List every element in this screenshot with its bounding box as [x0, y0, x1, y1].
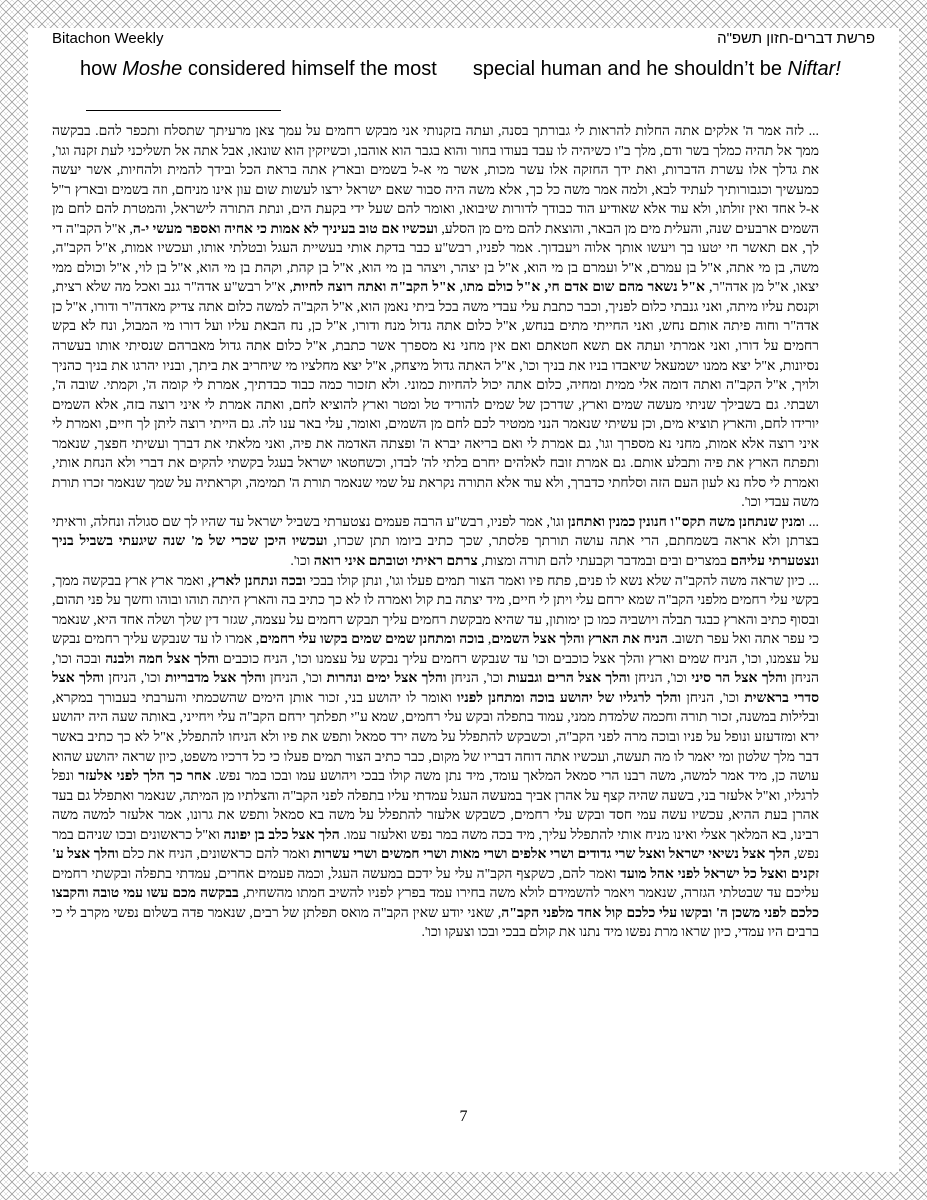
bold-phrase: ועכשיו אם טוב בעיניך לא אמות כי אחיה ואספר מעשי י-ה — [132, 221, 438, 237]
text-run: וא"ל כראשונים ובכו שניהם במר נפש, — [52, 827, 819, 863]
bold-phrase: צרתם ראיתי וטובתם איני רואה — [313, 554, 478, 570]
hebrew-text-body — [52, 122, 819, 1080]
text-run: וכו', הניחן — [103, 671, 166, 687]
bold-phrase: והלך אצל הר סיני — [691, 671, 787, 687]
text-run: ונפל לרגליו, וא"ל אלעזר בני, בשעה שהיה קצף על אהרן אביך במעשה העגל עמדתי עליו בתפלה לפני הקב"ה והצלתיו מן המיתה, שנאמר ואתפלל גם בעד אהרן בעת ההיא, עכשיו עשה עמי חסד ובקש עלי רחמים, כשבקש אלעזר להתפלל על משה בא סמאל ותפש את גרונו, אמר אלעזר למשה משה רבינו, בא המלאך אצלי ואינו מניח אותי להתפלל עליך, מיד בכה משה במר נפש ואלעזר עמו. — [52, 769, 819, 843]
text-run: , ואמר ארץ ארץ בבקשה ממך, בקשי עלי רחמים מלפני הקב"ה שמא ירחם עלי ויתן לי חיים, מיד יצתה בת קול ואמרה לו לא כך כתיב בה והארץ היתה תוהו ובוהו וחשך על פני תהום, ובסוף כתיב והארץ כבגד תבלה ויושביה כמו כן ימותון, עד שהיא מבקשת רחמים עליך תבקש רחמים על עצמה, שגזר דין שלך ושלה אחד היא, שנאמר כי עפר אתה ואל עפר תשוב. — [52, 573, 819, 648]
text-run: ואמר להם כראשונים, הניח את כלם — [118, 847, 314, 863]
bold-phrase: בבקשה מכם עשו עמי טובה והקבצו כלכם לפני משכן ה' ובקשו עלי כלכם קול אחד מלפני הקב"ה — [52, 886, 819, 921]
text-run: ... — [805, 514, 819, 530]
text-run: במצרים ובים ובמדבר וקבעתי להם תורה ומצות, — [477, 554, 731, 570]
text-run: ... כיון שראה משה להקב"ה שלא נשא לו פנים, פתח פיו ואמר הצור תמים פעלו וגו', ונתן קולו בבכי — [306, 573, 819, 589]
text-run: וגו', אמר לפניו, רבש"ע הרבה פעמים נצטערתי בשביל ישראל עד שהיו לך שם סגולה ונחלה, וראיתי בצרתן ולא אראה בשמחתם, הרי אתה עושה תורתך פלסתר, שכך כתיב ביומו תתן שכרו, — [52, 514, 819, 550]
text-run: ואמר להם, כשקצף הקב"ה עלי על ידכם במעשה העגל, וכמה פעמים אחרים, עמדתי בתפלה ובקשתי רחמים עליכם עד שבטלתי הגזרה, שנאמר ויאמר להשמידם לולא משה בחירו עמד בפרץ לפניו להשיב חמתו מהשחית, — [52, 866, 819, 902]
bold-phrase: והלך לרגליו של יהושע בוכה ומתחנן לפניו — [457, 690, 682, 706]
subtitle-niftar: Niftar! — [787, 58, 841, 80]
bold-phrase: אחר כך הלך לפני אלעזר — [78, 769, 211, 785]
text-run: וכו', הניחן — [446, 671, 508, 687]
bold-phrase: א"ל נשאר מהם שום אדם חי, א"ל כולם מתו — [463, 280, 705, 296]
subtitle-part-2: considered himself the most — [182, 58, 437, 80]
bold-phrase: ומנין שנתחנן משה תקס"ו חנונין כמנין ואתחנן — [567, 514, 805, 530]
text-run: , א"ל הקב"ה די לך, אם תאשר חי יטעו בך ויעשו אותך אלוה ויעבדוך. אמר לפניו, רבש"ע כבר בדקת אותי בעשיית העגל ובטלתי אותו, ועכשיו אמות, א"ל הקב"ה, משה, בן מי אתה, א"ל בן עמרם, א"ל ועמרם בן מי הוא, א"ל בן יצהר, ויצהר בן מי הוא, א"ל בן קהת, וקהת בן מי הוא, א"ל בן לוי, א"ל וכולם ממי יצאו, א"ל מן אדה"ר, — [52, 221, 819, 296]
page-number: 7 — [459, 1108, 468, 1125]
bold-phrase: הלך אצל כלב בן יפונה — [223, 827, 340, 843]
text-run: וכו', הניחן — [265, 671, 327, 687]
bold-phrase: והלך אצל הרים וגבעות — [507, 671, 631, 687]
subtitle-part-3: special human and he shouldn’t be — [472, 58, 788, 80]
text-run: וכו'. — [290, 554, 314, 570]
text-run: , שאני יודע שאין הקב"ה מואס תפלתן של רבים, שנאמר פדה בשלום נפשי מקרב לי כי ברבים היו עמדי, כיון שראו מרת נפשו מיד נתנו את קולם בבכי ובכו וצעקו וכו'. — [52, 905, 819, 941]
text-run: ... לזה אמר ה' אלקים אתה החלות להראות לי גבורתך בסנה, ועתה בזקנותי אני מבקש רחמים על עמך צאן מרעיתך שתסלח ותכפר להם. בבקשה ממך אל תהיה כמלך בשר ודם, מלך ב"ו כשיהיה לו עבד בעודו בחור והוא בגבר הוא אוהבו, וכשיזקין הוא שונאו, אבל אתה אל תשליכני לעת זקנה וגו', את גדלך אלו עשרת הדברות, ואת ידך החזקה אלו עשר מכות, אשר מי א-ל בשמים ובארץ אתה בראת הכל ובידך להמית ולהחיות, אשר יעשה כמעשיך וכגבורותיך לעתיד לבא, ולמה אמר משה כל כך, אלא משה היה סבור שאם ישראל ירצו לעשות שום עון אינו מניחם, וזה בשמים ובארץ ר"ל א-ל אחד ואין זולתו, ולא עוד אלא שאודיע הוד כבודך לדורות שיבואו, ואומר להם שעל ידי בקעת הים, ונתת התורה לישראל, והמטרת להם לחם מן השמים ארבעים שנה, והעלית מים מן הבאר, והוצאת להם מים מן הסלע, — [52, 124, 819, 237]
text-run: וכו', הניחן — [681, 690, 745, 706]
text-run: ובכה וכו', הניחן — [52, 651, 819, 687]
text-run: , — [484, 632, 492, 648]
text-run: , אמרו לו עד שנבקש עליך רחמים נבקש על עצמנו, וכו', הניח שמים וארץ והלך אצל כוכבים וכו' עד שנבקש רחמים עליך נבקש על עצמנו וכו', הניח כוכבים — [52, 632, 819, 667]
paragraph-3 — [52, 572, 819, 943]
bold-phrase: ועכשיו היכן שכרי של מ' שנה שיגעתי בשביל בניך ונצטערתי עליהם — [52, 534, 819, 570]
bold-phrase: בוכה ומתחנן שמים שמים בקשו עלי רחמים — [259, 632, 485, 648]
footnote-rule — [86, 110, 281, 111]
newsletter-name: Bitachon Weekly — [52, 30, 164, 47]
paragraph-1 — [52, 122, 819, 513]
bold-phrase: הלך אצל נשיאי ישראל ואצל שרי גדודים ושרי אלפים ושרי מאות ושרי חמשים ושרי עשרות — [313, 847, 791, 863]
bold-phrase: הניח את הארץ והלך אצל השמים — [491, 632, 668, 648]
subtitle-part-1: how — [80, 58, 123, 80]
subtitle-moshe: Moshe — [122, 58, 183, 80]
bold-phrase: והלך אצל מדבריות — [165, 671, 266, 687]
text-run: , א"ל רבש"ע אדה"ר גנב ואכל מה שלא רצית, וקנסת עליו מיתה, ואני גנבתי כלום לפניך, וכבר כתבת עלי עבדי משה בכל ביתי נאמן הוא, א"ל הקב"ה למשה כלום אתה צדיק מאדה"ר ודורו, א"ל כן אדה"ר וחוה פיתה אותם נחש, ואני החייתי מתים בנחש, א"ל כלום אתה גדול מנח ודורו, א"ל כן, נח הבאת עליו ועל דורו מי המבול, ונח לא בקש רחמים על דורו, ואני אמרתי ועתה אם תשא חטאתם ואם אין מחני נא מספרך אשר כתבת, א"ל כלום אתה גדול מאברהם שנסיתי אותו בעשרה נסיונות, א"ל יצא ממנו ישמעאל שיאבדו בניו את בניך וכו', א"ל האתה גדול מיצחק, א"ל יצא מחלציו מי שיחריב את ביתך, ובניו יהרגו את בניך כהניך ולויך, א"ל הקב"ה ואתה דומה אלי ממית ומחיה, כלום אתה יכול להחיות כמוני. ולא תזכור כמה כבוד כבדתיך, אמרת לי קומה ה', וקמתי. שובה ה', ושבתי. גם בשבילך שניתי מעשה שמים וארץ, שדרכן של שמים להוריד טל ומטר וארץ להוציא לחם, ואתה אמרת לי איני רוצה בזה, אלא השמים יורידו לחם, והארץ תוציא מים, וכן עשיתי שנאמר הנני ממטיר לכם לחם מן השמים, ואומר, עלי באר ענו לה. גם הייתי רוצה ליתן לך חיים, ואמרת לי איני רוצה אלא אמות, מחני נא מספרך וגו', גם אמרת לי ואם בריאה יברא ה' ופצתה האדמה את פיה, ואני מלאתי את דברך ועשיתי חפצך, שנאמר ותפתח הארץ את פיה ותבלע אותם. גם אמרת זובח לאלהים יחרם בלתי לה' לבדו, וכשחטאו ישראל בעגל בקשתי להקים את דברי ולא הנחת אותי, ואמרת לי סלח נא לעון העם הזה וסלחתי כדברך, ולא עוד אלא התורה נקראת על שמי שנאמר תורת ה' תמימה, וקראתיה על שמך שנאמר זכרו תורת משה עבדי וכו'. — [52, 280, 819, 511]
bold-phrase: ובכה ונתחנן לארץ — [211, 573, 307, 589]
bold-phrase: והלך אצל ימים ונהרות — [326, 671, 447, 687]
bold-phrase: והלך אצל חמה ולבנה — [105, 651, 219, 667]
parsha-title: פרשת דברים-חזון תשפ"ה — [717, 30, 875, 47]
bold-phrase: והלך אצל סדרי בראשית — [52, 671, 819, 706]
text-run: , — [455, 280, 464, 296]
bold-phrase: א"ל הקב"ה ואתה רוצה לחיות — [293, 280, 456, 296]
text-run: ואומר לו יהושע בני, זכור אותן הימים שהשכמתי והערבתי בעבורך במקרא, ובלילות במשנה, זכור תורה וחכמה שלמדת ממני, עמוד בתפלה ובקש עלי רחמים, שמא ע"י תפלתך ירחם הקב"ה עלי ויחייני, באותה שעה היה יהושע ירא ומזדעזע ונופל על פניו ובוכה מרה לפני הקב"ה, וכשבקש להתפלל על משה ירד סמאל ותפש את פיו ולא הניחו להתפלל, א"ל לא כך כתיב באשר דבר מלך שלטון ומי יאמר לו מה תעשה, ועכשיו אתה דוחה דבריו של מקום, כבר כתיב הצור תמים פעלו כי כל דרכיו משפט, כיון שראה יהושע שהוא עושה כן, מיד אמר למשה, משה רבנו הרי סמאל המלאך עומד, מיד נתן משה קולו בבכי ויהושע עמו ובכו במר נפש. — [52, 690, 819, 785]
text-run: וכו', הניחן — [630, 671, 692, 687]
bold-phrase: והלך אצל ע' זקנים ואצל כל ישראל לפני אהל מועד — [52, 847, 819, 882]
paragraph-2 — [52, 513, 819, 572]
subtitle-line — [80, 58, 840, 81]
